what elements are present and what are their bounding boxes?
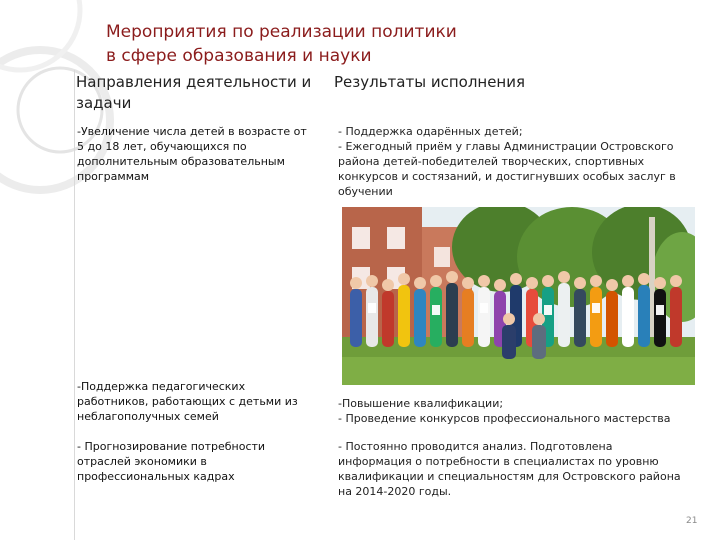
row-1-result-line: обучении (338, 185, 393, 198)
row-1-direction (77, 124, 329, 184)
row-2-result-line: -Повышение квалификации; (338, 397, 504, 410)
row-2-result (338, 396, 698, 426)
row-3-result-line: квалификации и специальностям для Островского района (338, 470, 681, 483)
page-number: 21 (686, 516, 698, 526)
column-header-directions-line-2: задачи (76, 94, 132, 112)
row-1-result-line: района детей-победителей творческих, спортивных (338, 155, 645, 168)
row-2-result-line: - Проведение конкурсов профессионального мастерства (338, 412, 671, 425)
row-3-result (338, 439, 698, 499)
page-title (106, 20, 586, 68)
row-1-direction-line: программам (77, 170, 150, 183)
row-1-direction-line: дополнительным образовательным (77, 155, 285, 168)
row-3-result-line: на 2014-2020 годы. (338, 485, 452, 498)
row-2-direction (77, 379, 329, 424)
column-header-directions (76, 72, 326, 114)
row-3-result-line: информация о потребности в специалистах по уровню (338, 455, 659, 468)
row-2-direction-line: работников, работающих с детьми из (77, 395, 298, 408)
row-2-direction-line: -Поддержка педагогических (77, 380, 246, 393)
row-3-result-line: - Постоянно проводится анализ. Подготовлена (338, 440, 613, 453)
row-3-direction-line: - Прогнозирование потребности (77, 440, 266, 453)
group-photo (342, 207, 695, 385)
title-line-2: в сфере образования и науки (106, 46, 372, 66)
row-2-direction-line: неблагополучных семей (77, 410, 219, 423)
row-1-result (338, 124, 698, 199)
row-3-direction-line: отраслей экономики в (77, 455, 207, 468)
row-1-result-line: конкурсов и состязаний, и достигнувших особых заслуг в (338, 170, 676, 183)
row-1-direction-line: 5 до 18 лет, обучающихся по (77, 140, 247, 153)
column-header-directions-line-1: Направления деятельности и (76, 73, 312, 91)
row-3-direction-line: профессиональных кадрах (77, 470, 235, 483)
left-divider-line (74, 70, 75, 540)
row-1-result-line: - Ежегодный приём у главы Администрации Островского (338, 140, 674, 153)
column-header-results: Результаты исполнения (334, 73, 526, 91)
row-1-direction-line: -Увеличение числа детей в возрасте от (77, 125, 307, 138)
title-line-1: Мероприятия по реализации политики (106, 22, 457, 42)
row-3-direction (77, 439, 329, 484)
row-1-result-line: - Поддержка одарённых детей; (338, 125, 523, 138)
